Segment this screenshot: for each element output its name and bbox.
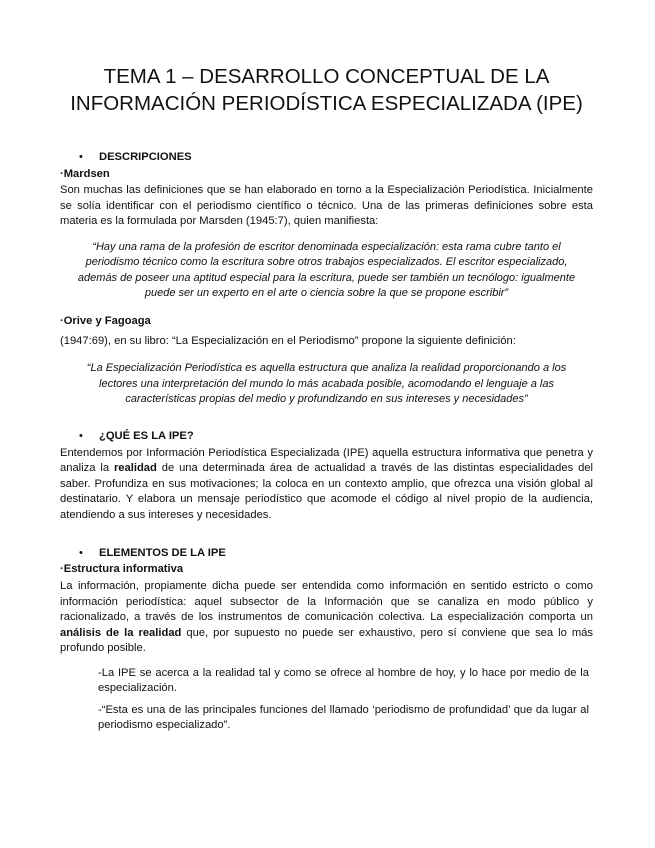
title-line-2: INFORMACIÓN PERIODÍSTICA ESPECIALIZADA (IPE) [70,92,583,115]
paragraph-orive: (1947:69), en su libro: “La Especialización en el Periodismo” propone la siguiente definición: [60,334,516,347]
emphasis-realidad: realidad [113,462,157,474]
section-heading-label: DESCRIPCIONES [99,151,192,163]
emphasis-analisis: análisis de la realidad [60,626,182,639]
quote-mardsen: “Hay una rama de la profesión de escritor denominada especialización: esta rama cubre tanto el periodismo técnico como la escritura sobre otros trabajos especializados. El escritor especializado, además de poseer una aptitud especial para la escritura, puede ser también un tecnólogo: igualmente puede ser un experto en el arte o ciencia sobre la que se propone escribir” [77,240,576,299]
author-label-orive: ·Orive y Fagoaga [60,314,151,327]
list-item-1: -La IPE se acerca a la realidad tal y como se ofrece al hombre de hoy, y lo hace por medio de la especialización. [98,666,589,694]
bullet-icon: • [79,429,83,442]
section-heading-elementos [60,546,593,561]
paragraph-que-es: Entendemos por Información Periodística Especializada (IPE) aquella estructura informativa que penetra y analiza la realidad de una determinada área de actualidad a través de las distintas especialidades del saber. Profundiza en sus motivaciones; la coloca en un contexto amplio, que ofrezca una visión global al destinatario. Y elabora un mensaje periodístico que acomode el código al nivel propio de la audiencia, atendiendo a sus intereses y necesidades. [60,446,593,521]
bullet-icon: • [79,151,83,163]
section-heading-que-es [60,429,593,444]
paragraph-mardsen: Son muchas las definiciones que se han elaborado en torno a la Especialización Periodística. Inicialmente se solía identificar con el periodismo científico o técnico. Una de las primeras definiciones sobre esta materia es la formulada por Marsden (1945:7), quien manifiesta: [60,184,593,227]
page-title [60,0,593,117]
section-heading-label: ELEMENTOS DE LA IPE [99,547,226,559]
quote-orive: “La Especialización Periodística es aquella estructura que analiza la realidad proporcionando a los lectores una interpretación del mundo lo más acabada posible, acomodando el lenguaje a las características propias del medio y profundizando en sus intereses y necesidades” [86,362,567,405]
list-item-2: -“Esta es una de las principales funciones del llamado ‘periodismo de profundidad’ que da lugar al periodismo especializado”. [98,703,589,731]
paragraph-elementos: La información, propiamente dicha puede ser entendida como información en sentido estricto o como información periodística: aquel subsector de la Información que se canaliza en modo público y racionalizado, a través de los instrumentos de comunicación colectiva. La especialización comporta un análisis de la realidad que, por supuesto no puede ser exhaustivo, pero sí conviene que sea lo más profundo posible. [60,580,593,654]
author-label-mardsen: ·Mardsen [60,168,110,180]
section-heading-descripciones [60,150,593,165]
bullet-icon: • [79,547,83,559]
subsection-label-estructura: ·Estructura informativa [60,563,184,575]
section-heading-label: ¿QUÉ ES LA IPE? [99,429,194,442]
title-line-1: TEMA 1 – DESARROLLO CONCEPTUAL DE LA [103,65,550,88]
